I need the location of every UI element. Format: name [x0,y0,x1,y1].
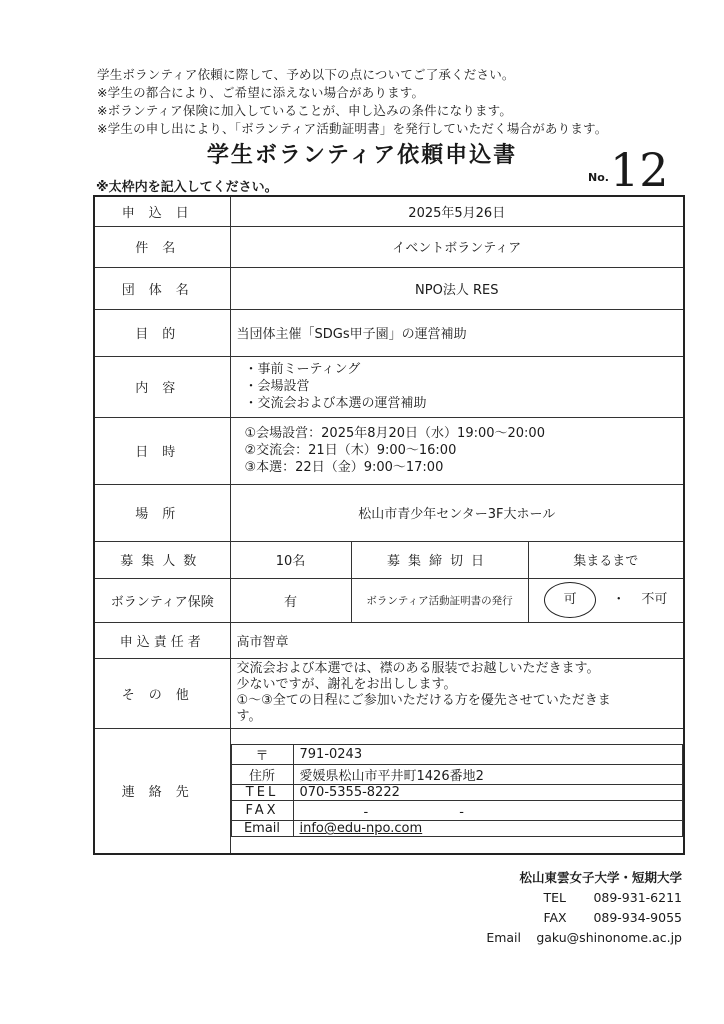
address-field[interactable]: 愛媛県松山市平井町1426番地2 [293,765,683,785]
footer-fax: 089-934-9055 [593,910,682,925]
cert-options [528,578,684,622]
schedule-line: ③本選：22日（金）9:00～17:00 [244,460,444,475]
contact-label: 連絡先 [94,728,230,854]
other-line: ①～③全ての日程にご参加いただける方を優先させていただきま [236,693,611,708]
organization-label: 団体名 [94,267,230,309]
footer-email: gaku@shinonome.ac.jp [536,930,682,945]
email-value[interactable]: info@edu-npo.com [299,821,423,837]
footer-email-label: Email [486,930,521,945]
footer-tel-label: TEL [543,890,566,905]
schedule-line: ①会場設営：2025年8月20日（水）19:00～20:00 [244,426,545,441]
email-label: Email [231,821,293,837]
other-field[interactable] [230,658,684,728]
schedule-label: 日時 [94,417,230,484]
purpose-label: 目的 [94,309,230,356]
deadline-label: 募集締切日 [351,541,528,578]
instruction: ※太枠内を記入してください。 [96,180,278,195]
responsible-field[interactable]: 高市智章 [230,622,684,658]
cert-separator: ・ [612,592,626,607]
date-label: 申込日 [94,196,230,226]
date-field[interactable]: 2025年5月26日 [230,196,684,226]
insurance-label: ボランティア保険 [94,578,230,622]
responsible-label: 申込責任者 [94,622,230,658]
organization-field[interactable]: NPO法人 RES [230,267,684,309]
note-line: ※ボランティア保険に加入していることが、申し込みの条件になります。 [97,103,513,118]
subject-label: 件名 [94,226,230,267]
cert-no-option[interactable]: 不可 [641,592,668,607]
fax-label: FAX [231,801,293,821]
application-form [93,195,685,855]
content-line: ・会場設営 [244,379,310,394]
note-line: ※学生の都合により、ご希望に添えない場合があります。 [97,85,425,100]
contact-table [231,744,684,837]
content-line: ・事前ミーティング [244,362,361,377]
tel-label: TEL [231,785,293,801]
schedule-field[interactable] [230,417,684,484]
purpose-field[interactable]: 当団体主催「SDGs甲子園」の運営補助 [230,309,684,356]
postal-label: 〒 [231,745,293,765]
number-value: 12 [610,143,669,197]
tel-field[interactable]: 070-5355-8222 [293,785,683,801]
content-field[interactable] [230,356,684,417]
page-title: 学生ボランティア依頼申込書 [206,143,518,168]
other-line: 少ないですが、謝礼をお出しします。 [236,677,457,692]
postal-field[interactable]: 791-0243 [293,745,683,765]
schedule-line: ②交流会：21日（木）9:00～16:00 [244,443,457,458]
recruit-field[interactable]: 10名 [230,541,351,578]
content-line: ・交流会および本選の運営補助 [244,396,427,411]
note-line: 学生ボランティア依頼に際して、予め以下の点についてご了承ください。 [97,67,515,82]
place-field[interactable]: 松山市青少年センター3F大ホール [230,484,684,541]
content-label: 内容 [94,356,230,417]
cert-label: ボランティア活動証明書の発行 [351,578,528,622]
contact-block [230,728,684,854]
place-label: 場所 [94,484,230,541]
footer [486,868,682,948]
other-label: その他 [94,658,230,728]
notes [97,66,697,138]
footer-fax-label: FAX [543,910,567,925]
cert-yes-option[interactable]: 可 [544,582,596,618]
other-line: 交流会および本選では、襟のある服装でお越しいただきます。 [236,661,600,676]
recruit-label: 募集人数 [94,541,230,578]
fax-field[interactable]: - - [293,801,683,821]
note-line: ※学生の申し出により、「ボランティア活動証明書」を発行していただく場合があります。 [97,121,608,136]
footer-org: 松山東雲女子大学・短期大学 [519,870,682,885]
address-label: 住所 [231,765,293,785]
insurance-field[interactable]: 有 [230,578,351,622]
number-label: No. [588,171,609,184]
other-line: す。 [236,709,262,724]
subject-field[interactable]: イベントボランティア [230,226,684,267]
email-field[interactable] [293,821,683,837]
footer-tel: 089-931-6211 [593,890,682,905]
deadline-field[interactable]: 集まるまで [528,541,684,578]
